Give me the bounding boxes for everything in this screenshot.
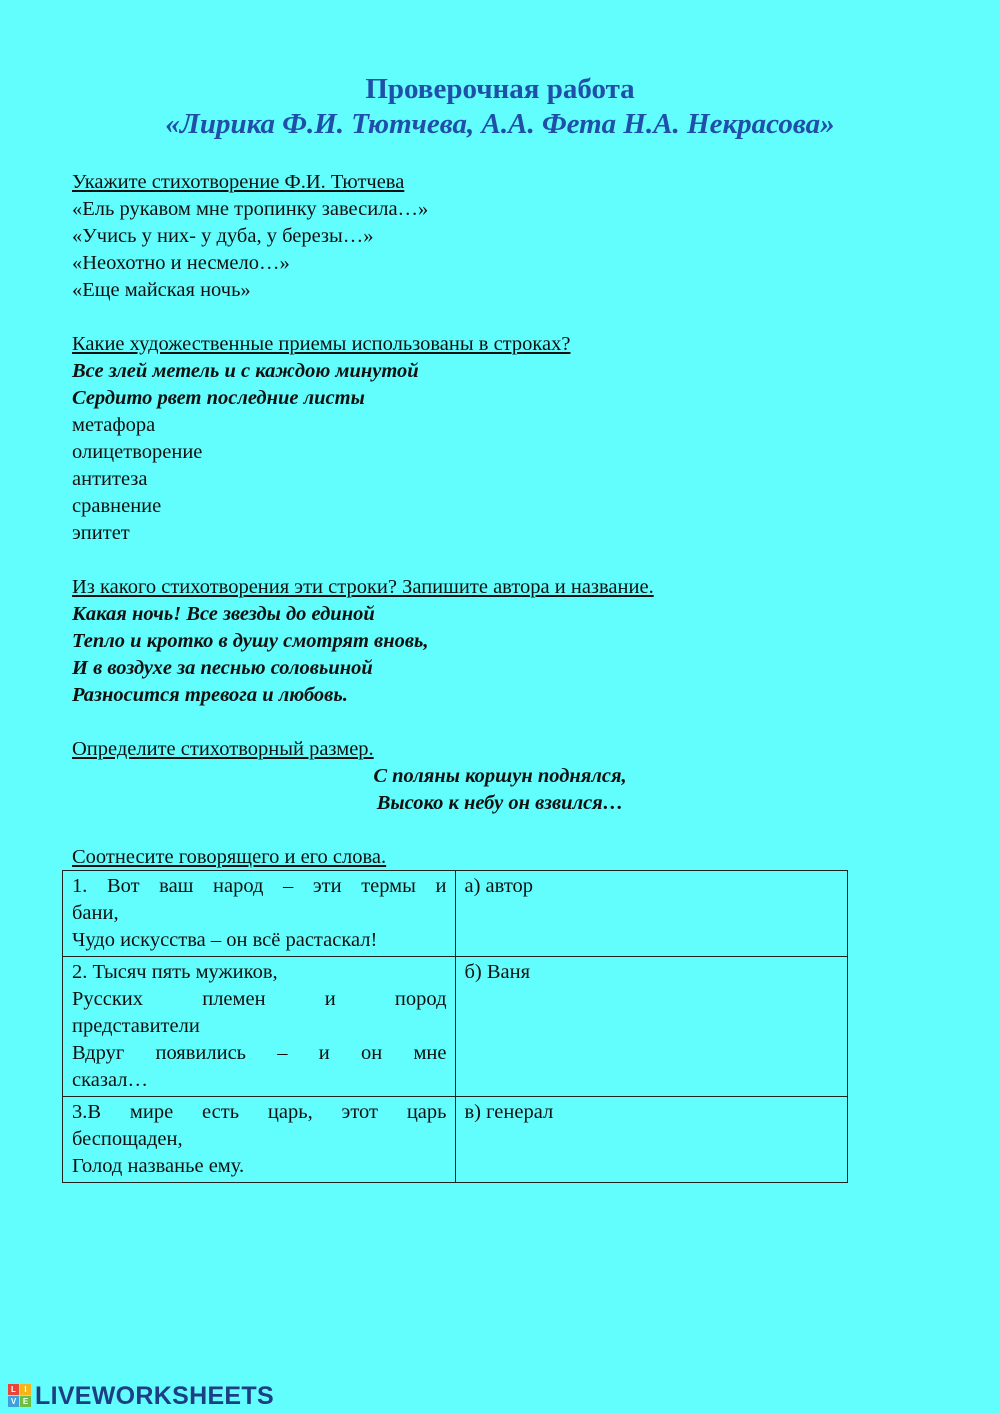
table-row bbox=[63, 1097, 848, 1183]
cell-line: Вдруг появились – и он мне bbox=[72, 1042, 447, 1064]
page-title: Проверочная работа bbox=[365, 73, 635, 105]
matching-table bbox=[62, 870, 848, 1183]
liveworksheets-footer[interactable] bbox=[8, 1382, 274, 1410]
speaker-cell[interactable] bbox=[455, 957, 848, 1097]
q2-option[interactable]: антитеза bbox=[72, 468, 148, 490]
q2-option[interactable]: олицетворение bbox=[72, 441, 203, 463]
q1-option[interactable]: «Учись у них- у дуба, у березы…» bbox=[72, 225, 374, 247]
q2-option[interactable]: метафора bbox=[72, 414, 156, 436]
q1-option[interactable]: «Ель рукавом мне тропинку завесила…» bbox=[72, 198, 429, 220]
q3-quote-line: Разносится тревога и любовь. bbox=[72, 684, 348, 706]
cell-line: беспощаден, bbox=[72, 1128, 183, 1150]
page-subtitle: «Лирика Ф.И. Тютчева, А.А. Фета Н.А. Некрасова» bbox=[165, 108, 835, 140]
cell-line: 3.В мире есть царь, этот царь bbox=[72, 1101, 447, 1123]
speaker-cell[interactable] bbox=[455, 1097, 848, 1183]
q3-quote-line: И в воздухе за песнью соловьиной bbox=[72, 657, 373, 679]
cell-line: Русских племен и пород bbox=[72, 988, 447, 1010]
cell-line: 2. Тысяч пять мужиков, bbox=[72, 961, 278, 983]
cell-line: Чудо искусства – он всё растаскал! bbox=[72, 929, 378, 951]
question-2-text: Какие художественные приемы использованы в строках? bbox=[72, 333, 571, 355]
cell-line: бани, bbox=[72, 902, 119, 924]
quote-cell bbox=[63, 871, 456, 957]
logo-letter: L bbox=[8, 1384, 19, 1395]
cell-line: представители bbox=[72, 1015, 200, 1037]
question-4-text: Определите стихотворный размер. bbox=[72, 738, 374, 760]
q2-quote-line: Сердито рвет последние листы bbox=[72, 387, 365, 409]
q3-quote-line: Какая ночь! Все звезды до единой bbox=[72, 603, 375, 625]
q4-quote-line: С поляны коршун поднялся, bbox=[373, 765, 627, 787]
speaker-label: а) автор bbox=[464, 875, 534, 897]
question-5-text: Соотнесите говорящего и его слова. bbox=[72, 846, 387, 868]
q4-quote-line: Высоко к небу он взвился… bbox=[376, 792, 624, 814]
logo-letter: I bbox=[20, 1384, 31, 1395]
q1-option[interactable]: «Еще майская ночь» bbox=[72, 279, 251, 301]
question-3-text: Из какого стихотворения эти строки? Запишите автора и название. bbox=[72, 576, 654, 598]
logo-letter: V bbox=[8, 1396, 19, 1407]
table-row bbox=[63, 871, 848, 957]
cell-line: 1. Вот ваш народ – эти термы и bbox=[72, 875, 447, 897]
speaker-label: б) Ваня bbox=[464, 961, 531, 983]
liveworksheets-logo-icon bbox=[8, 1384, 32, 1408]
table-row bbox=[63, 957, 848, 1097]
q2-quote-line: Все злей метель и с каждою минутой bbox=[72, 360, 419, 382]
q1-option[interactable]: «Неохотно и несмело…» bbox=[72, 252, 290, 274]
speaker-label: в) генерал bbox=[464, 1101, 554, 1123]
cell-line: Голод названье ему. bbox=[72, 1155, 245, 1177]
speaker-cell[interactable] bbox=[455, 871, 848, 957]
q2-option[interactable]: сравнение bbox=[72, 495, 162, 517]
q2-option[interactable]: эпитет bbox=[72, 522, 130, 544]
quote-cell bbox=[63, 1097, 456, 1183]
q3-quote-line: Тепло и кротко в душу смотрят вновь, bbox=[72, 630, 429, 652]
question-1-text: Укажите стихотворение Ф.И. Тютчева bbox=[72, 171, 405, 193]
brand-name: LIVEWORKSHEETS bbox=[35, 1381, 274, 1410]
logo-letter: E bbox=[20, 1396, 31, 1407]
quote-cell bbox=[63, 957, 456, 1097]
cell-line: сказал… bbox=[72, 1069, 148, 1091]
